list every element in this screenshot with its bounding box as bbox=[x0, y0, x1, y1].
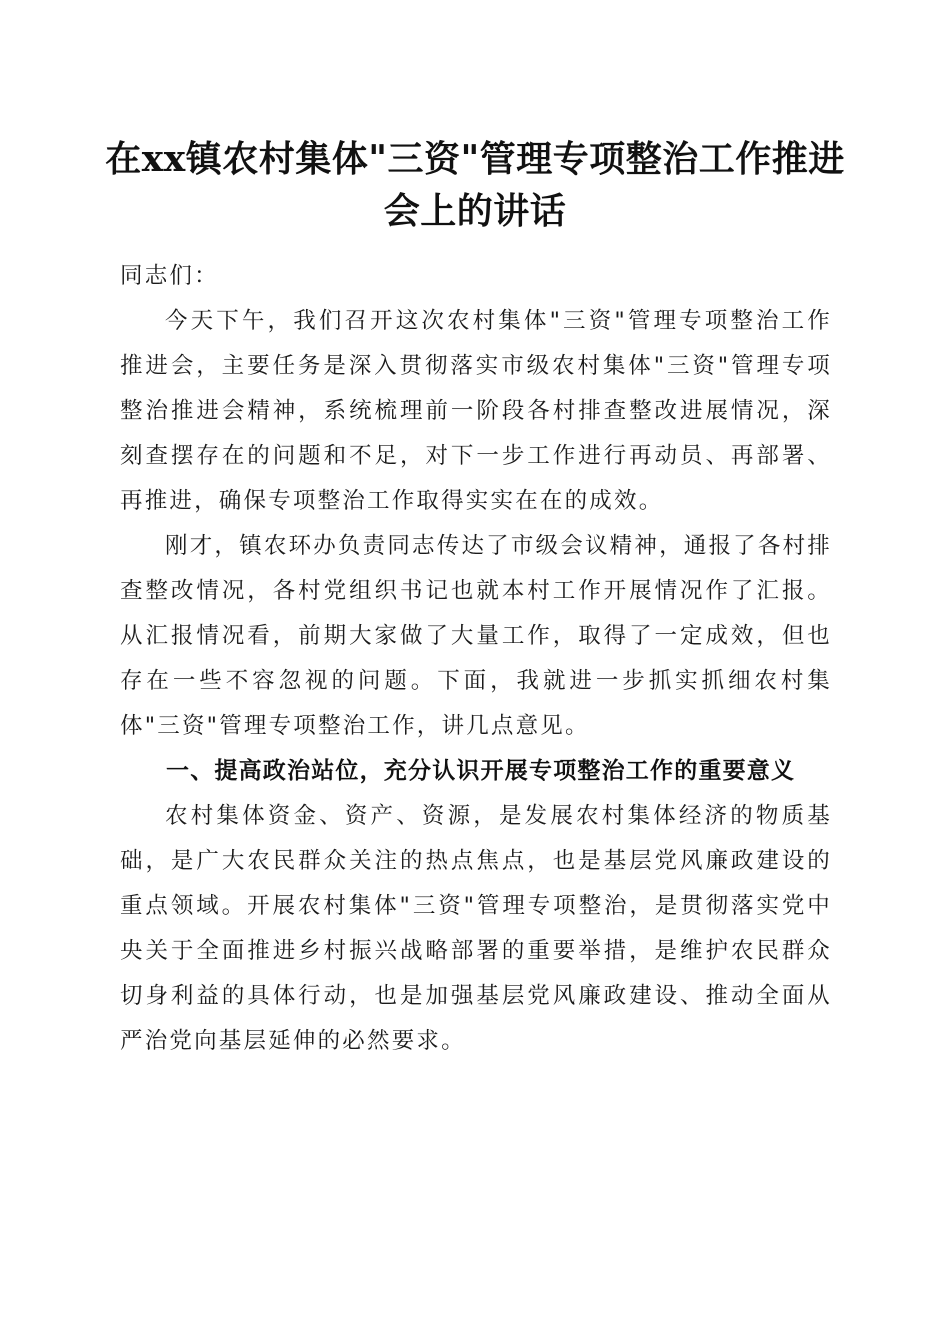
salutation: 同志们： bbox=[120, 263, 219, 289]
document-body bbox=[120, 254, 832, 1064]
paragraph-report-summary: 刚才，镇农环办负责同志传达了市级会议精神，通报了各村排查整改情况，各村党组织书记也就本村工作开展情况作了汇报。从汇报情况看，前期大家做了大量工作，取得了一定成效，但也存在一些不容忽视的问题。下面，我就进一步抓实抓细农村集体"三资"管理专项整治工作，讲几点意见。 bbox=[120, 533, 832, 739]
section-heading-1: 一、提高政治站位，充分认识开展专项整治工作的重要意义 bbox=[166, 758, 796, 784]
paragraph-significance: 农村集体资金、资产、资源，是发展农村集体经济的物质基础，是广大农民群众关注的热点焦点，也是基层党风廉政建设的重点领域。开展农村集体"三资"管理专项整治，是贯彻落实党中央关于全面推进乡村振兴战略部署的重要举措，是维护农民群众切身利益的具体行动，也是加强基层党风廉政建设、推动全面从严治党向基层延伸的必然要求。 bbox=[120, 803, 832, 1054]
document-title: 在xx镇农村集体"三资"管理专项整治工作推进会上的讲话 bbox=[105, 138, 845, 232]
paragraph-opening: 今天下午，我们召开这次农村集体"三资"管理专项整治工作推进会，主要任务是深入贯彻落实市级农村集体"三资"管理专项整治推进会精神，系统梳理前一阶段各村排查整改进展情况，深刻查摆存在的问题和不足，对下一步工作进行再动员、再部署、再推进，确保专项整治工作取得实实在在的成效。 bbox=[120, 308, 832, 514]
